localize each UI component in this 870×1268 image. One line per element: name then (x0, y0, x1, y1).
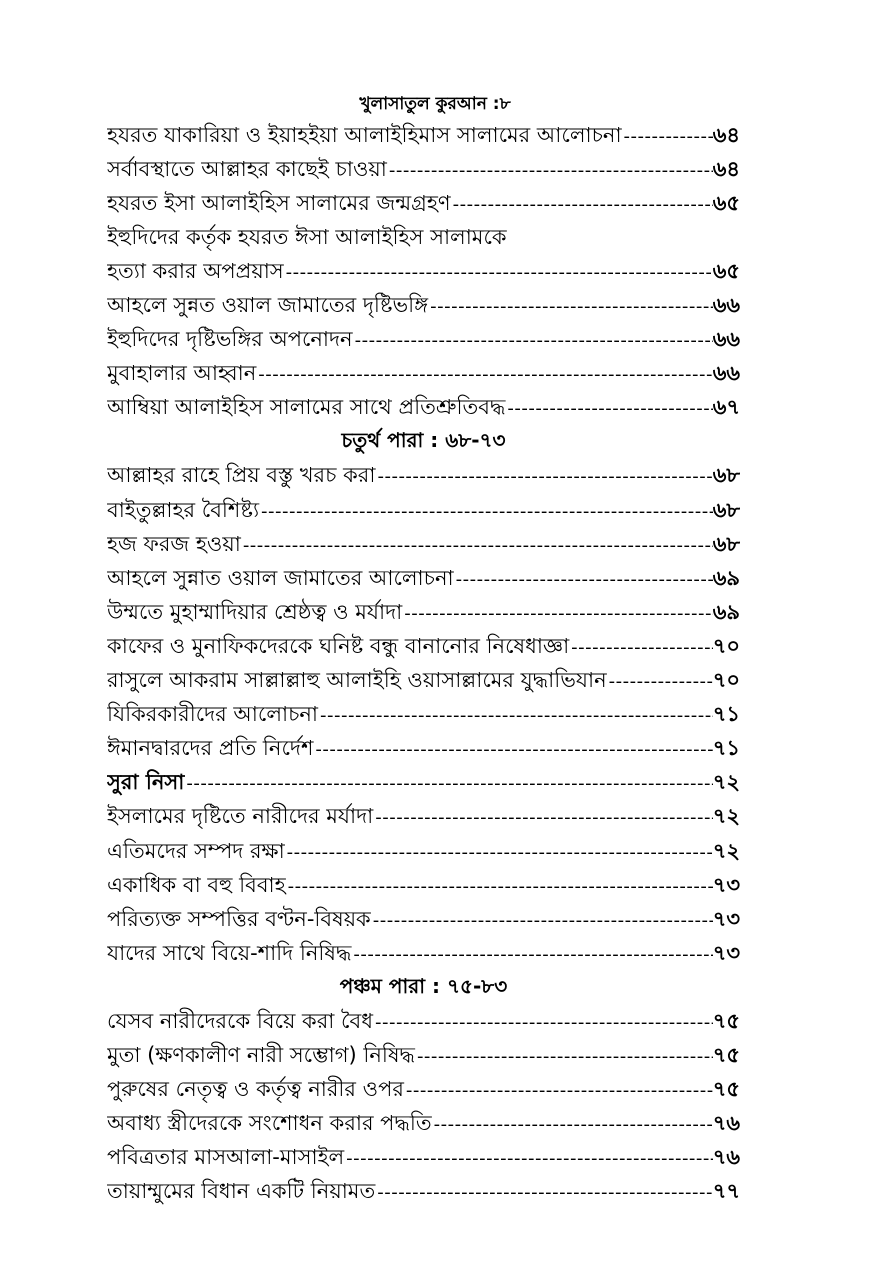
toc-entry-title: আহলে সুন্নাত ওয়াল জামাতের আলোচনা (107, 565, 454, 590)
table-of-contents (107, 119, 740, 1210)
dot-leader (432, 1114, 713, 1135)
toc-page-number: ৭৩ (712, 872, 740, 897)
toc-entry (107, 630, 740, 664)
toc-entry-title: হত্যা করার অপপ্রয়াস (107, 258, 284, 283)
dot-leader (428, 296, 713, 317)
toc-page-number: ৭৭ (712, 1179, 740, 1204)
toc-page-number: ৬৪ (712, 122, 740, 147)
toc-entry-title: তায়াম্মুমের বিধান একটি নিয়ামত (107, 1179, 376, 1204)
toc-entry (107, 1142, 740, 1176)
toc-entry-title: একাধিক বা বহু বিবাহ (107, 872, 286, 897)
toc-entry-title: যেসব নারীদেরকে বিয়ে করা বৈধ (107, 1008, 374, 1033)
toc-entry-title: আল্লাহর রাহে প্রিয় বস্তু খরচ করা (107, 463, 376, 488)
toc-page-number: ৭৫ (712, 1077, 740, 1102)
toc-entry (107, 903, 740, 937)
dot-leader (505, 398, 712, 419)
dot-leader (375, 1182, 712, 1203)
toc-entry (107, 665, 740, 699)
toc-entry (107, 869, 740, 903)
dot-leader (259, 501, 713, 522)
toc-entry (107, 1108, 740, 1142)
toc-page-number: ৭২ (712, 838, 740, 863)
dot-leader (454, 569, 713, 590)
toc-entry (107, 1074, 740, 1108)
toc-page-number: ৭১ (712, 736, 740, 761)
toc-entry-title: যাদের সাথে বিয়ে-শাদি নিষিদ্ধ (107, 940, 352, 965)
toc-page-number: ৭২ (712, 770, 740, 795)
dot-leader (313, 739, 712, 760)
dot-leader (415, 1046, 713, 1067)
toc-entry-title: মুতা (ক্ষণকালীণ নারী সম্ভোগ) নিষিদ্ধ (107, 1043, 415, 1068)
dot-leader (451, 194, 713, 215)
toc-entry (107, 255, 740, 289)
toc-entry-title: রাসুলে আকরাম সাল্লাল্লাহু আলাইহি ওয়াসাল্লামের যুদ্ধাভিযান (107, 668, 607, 693)
dot-leader (353, 330, 713, 351)
dot-leader (256, 364, 712, 385)
dot-leader (375, 466, 712, 487)
toc-entry (107, 835, 740, 869)
toc-page-number: ৬৬ (712, 327, 740, 352)
dot-leader (285, 842, 713, 863)
toc-entry (107, 494, 740, 528)
toc-entry-title: আম্বিয়া আলাইহিস সালামের সাথে প্রতিশ্রুতিবদ্ধ (107, 395, 506, 420)
dot-leader (569, 637, 713, 658)
toc-entry-title: কাফের ও মুনাফিকদেরকে ঘনিষ্ট বন্ধু বানানোর নিষেধাজ্ঞা (107, 633, 570, 658)
dot-leader (286, 876, 713, 897)
toc-page-number: ৭০ (712, 633, 740, 658)
toc-page-number: ৭২ (712, 804, 740, 829)
toc-entry (107, 324, 740, 358)
toc-entry-title: ইহুদিদের দৃষ্টিভঙ্গির অপনোদন (107, 327, 353, 352)
dot-leader (373, 1012, 713, 1033)
toc-page-number: ৭৬ (712, 1111, 740, 1136)
toc-entry-title: যিকিরকারীদের আলোচনা (107, 702, 319, 727)
toc-entry-title: হযরত ইসা আলাইহিস সালামের জন্মগ্রহণ (107, 190, 451, 215)
toc-page-number: ৬৬ (712, 361, 740, 386)
toc-page-number: ৬৫ (712, 190, 740, 215)
toc-entry-line (107, 221, 740, 255)
toc-entry (107, 187, 740, 221)
toc-page-number: ৭৬ (712, 1145, 740, 1170)
toc-entry (107, 358, 740, 392)
toc-page-number: ৬৯ (712, 599, 740, 624)
toc-entry-title: বাইতুল্লাহর বৈশিষ্ট্য (107, 497, 260, 522)
toc-entry (107, 699, 740, 733)
toc-entry (107, 392, 740, 426)
dot-leader (387, 160, 713, 181)
toc-entry-title: আহলে সুন্নত ওয়াল জামাতের দৃষ্টিভঙ্গি (107, 293, 429, 318)
toc-entry-title: হযরত যাকারিয়া ও ইয়াহইয়া আলাইহিমাস সালামের আলোচনা (107, 122, 622, 147)
dot-leader (402, 603, 713, 624)
toc-page-number: ৭৫ (712, 1043, 740, 1068)
toc-entry-title: ইহুদিদের কর্তৃক হযরত ঈসা আলাইহিস সালামকে (107, 224, 507, 249)
toc-entry-title: ঈমানদ্বারদের প্রতি নির্দেশ (107, 736, 314, 761)
section-heading: চতুর্থ পারা : ৬৮-৭৩ (341, 428, 506, 453)
toc-entry (107, 937, 740, 971)
dot-leader (373, 807, 712, 828)
toc-page-number: ৭৩ (712, 906, 740, 931)
toc-page-number: ৬৬ (712, 293, 740, 318)
toc-entry-title: মুবাহালার আহ্বান (107, 361, 257, 386)
toc-page-number: ৬৫ (712, 258, 740, 283)
dot-leader (241, 535, 713, 556)
running-header: খুলাসাতুল কুরআন :৮ (359, 94, 511, 114)
toc-page-number: ৬৮ (712, 497, 740, 522)
dot-leader (184, 773, 712, 794)
toc-entry (107, 733, 740, 767)
toc-page-number: ৬৪ (712, 156, 740, 181)
toc-entry (107, 1176, 740, 1210)
dot-leader (344, 1148, 713, 1169)
toc-entry-title: অবাধ্য স্ত্রীদেরকে সংশোধন করার পদ্ধতি (107, 1111, 432, 1136)
toc-entry-title: পুরুষের নেতৃত্ব ও কর্তৃত্ব নারীর ওপর (107, 1077, 404, 1102)
toc-entry (107, 528, 740, 562)
toc-entry-title: পবিত্রতার মাসআলা-মাসাইল (107, 1145, 345, 1170)
toc-entry-title: পরিত্যক্ত সম্পত্তির বণ্টন-বিষয়ক (107, 906, 371, 931)
dot-leader (622, 126, 713, 147)
dot-leader (371, 910, 713, 931)
toc-entry (107, 801, 740, 835)
toc-entry (107, 460, 740, 494)
toc-entry-title: ইসলামের দৃষ্টিতে নারীদের মর্যাদা (107, 804, 374, 829)
toc-entry (107, 596, 740, 630)
dot-leader (318, 705, 713, 726)
toc-entry-title: হজ ফরজ হওয়া (107, 531, 241, 556)
toc-entry (107, 562, 740, 596)
dot-leader (404, 1080, 713, 1101)
toc-entry (107, 119, 740, 153)
toc-page-number: ৬৮ (712, 463, 740, 488)
toc-entry (107, 767, 740, 801)
dot-leader (607, 671, 713, 692)
toc-entry (107, 1005, 740, 1039)
toc-page-number: ৭৩ (712, 940, 740, 965)
dot-leader (284, 262, 713, 283)
toc-page-number: ৭০ (712, 668, 740, 693)
section-heading: পঞ্চম পারা : ৭৫-৮৩ (339, 973, 508, 998)
toc-page-number: ৭১ (712, 702, 740, 727)
toc-entry (107, 289, 740, 323)
toc-entry-title: উম্মতে মুহাম্মাদিয়ার শ্রেষ্ঠত্ব ও মর্যাদা (107, 599, 403, 624)
dot-leader (351, 944, 712, 965)
toc-page-number: ৭৫ (712, 1008, 740, 1033)
toc-entry-title: সুরা নিসা (107, 770, 185, 795)
toc-page-number: ৬৭ (712, 395, 740, 420)
toc-page-number: ৬৮ (712, 531, 740, 556)
toc-entry (107, 1040, 740, 1074)
toc-entry-title: সর্বাবস্থাতে আল্লাহর কাছেই চাওয়া (107, 156, 387, 181)
toc-entry (107, 153, 740, 187)
toc-page-number: ৬৯ (712, 565, 740, 590)
toc-entry-title: এতিমদের সম্পদ রক্ষা (107, 838, 285, 863)
